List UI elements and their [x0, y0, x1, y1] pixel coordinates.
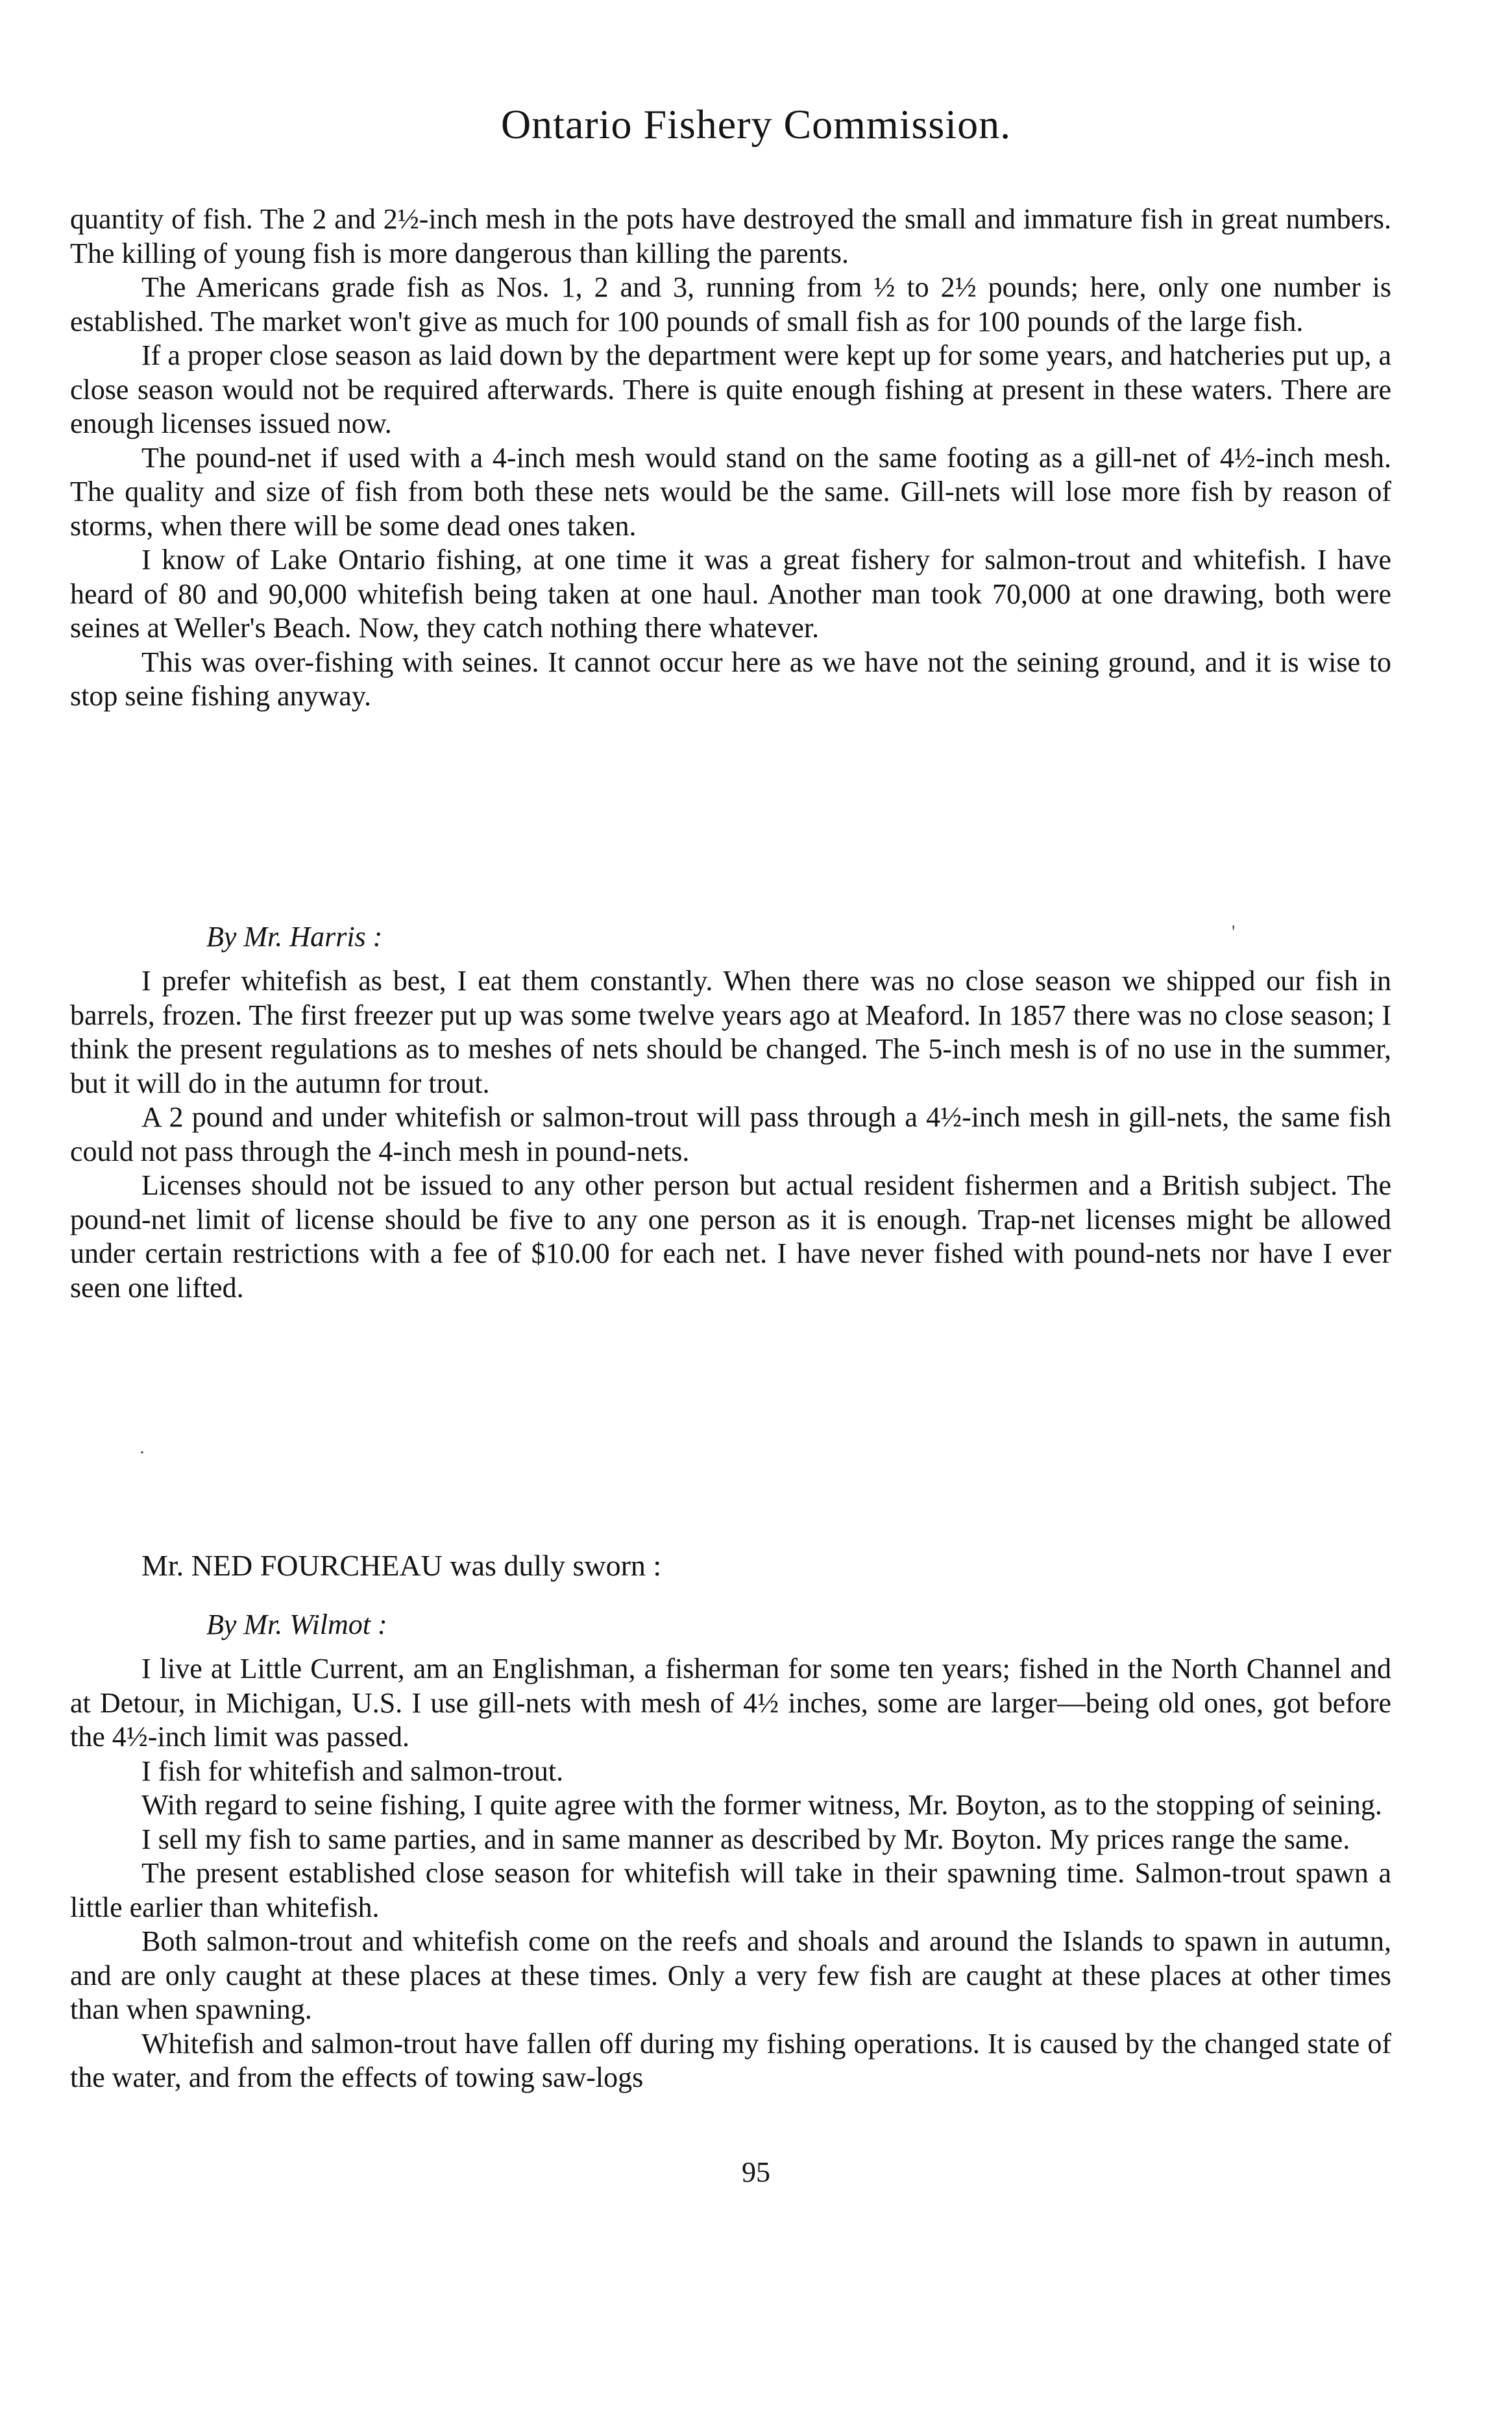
paragraph: I sell my fish to same parties, and in same manner as described by Mr. Boyton. My prices range the same.: [141, 1823, 1350, 1855]
examiner-line-wilmot: By Mr. Wilmot :: [206, 1609, 387, 1640]
paragraph: With regard to seine fishing, I quite agree with the former witness, Mr. Boyton, as to the stopping of seining.: [141, 1789, 1382, 1821]
page-number: 95: [742, 2156, 770, 2188]
witness-name: NED FOURCHEAU: [191, 1549, 443, 1582]
paragraph: I live at Little Current, am an Englishman, a fisherman for some ten years; fished in the North Channel and at Detour, in Michigan, U.S. I use gill-nets with mesh of 4½ inches, some are larger—being old ones, got before the 4½-inch limit was passed.: [70, 1653, 1391, 1753]
paragraph: Licenses should not be issued to any other person but actual resident fishermen and a British subject. The pound-net limit of license should be five to any one person as it is enough. Trap-net licenses might be allowed under certain restrictions with a fee of $10.00 for each net. I have never fished with pound-nets nor have I ever seen one lifted.: [70, 1169, 1391, 1304]
paragraph: I fish for whitefish and salmon-trout.: [141, 1755, 564, 1787]
paragraph: quantity of fish. The 2 and 2½-inch mesh in the pots have destroyed the small and immature fish in great numbers. The killing of young fish is more dangerous than killing the parents.: [70, 203, 1391, 269]
testimony-continued: [70, 202, 1391, 714]
examiner-line-harris: By Mr. Harris :: [206, 921, 383, 953]
sworn-prefix: Mr.: [141, 1549, 191, 1582]
testimony-harris: [70, 964, 1391, 1305]
paragraph: Both salmon-trout and whitefish come on the reefs and shoals and around the Islands to spawn in autumn, and are only caught at these places at these times. Only a very few fish are caught at these places at other times than when spawning.: [70, 1925, 1391, 2025]
stray-print-mark: ·: [139, 1442, 145, 1463]
paragraph: The pound-net if used with a 4-inch mesh would stand on the same footing as a gill-net of 4½-inch mesh. The quality and size of fish from both these nets would be the same. Gill-nets will lose more fish by reason of storms, when there will be some dead ones taken.: [70, 441, 1391, 542]
paragraph: The Americans grade fish as Nos. 1, 2 and 3, running from ½ to 2½ pounds; here, only one number is established. The market won't give as much for 100 pounds of small fish as for 100 pounds of the large fish.: [70, 271, 1391, 337]
paragraph: Whitefish and salmon-trout have fallen off during my fishing operations. It is caused by the changed state of the water, and from the effects of towing saw-logs: [70, 2027, 1391, 2093]
witness-sworn-line: [141, 1548, 661, 1583]
paragraph: If a proper close season as laid down by the department were kept up for some years, and hatcheries put up, a close season would not be required afterwards. There is quite enough fishing at present in these waters. There are enough licenses issued now.: [70, 339, 1391, 439]
paragraph: I prefer whitefish as best, I eat them constantly. When there was no close season we shipped our fish in barrels, frozen. The first freezer put up was some twelve years ago at Meaford. In 1857 there was no close season; I think the present regulations as to meshes of nets should be changed. The 5-inch mesh is of no use in the summer, but it will do in the autumn for trout.: [70, 965, 1391, 1099]
testimony-fourcheau: [70, 1652, 1391, 2095]
paragraph: The present established close season for whitefish will take in their spawning time. Salmon-trout spawn a little earlier than whitefish.: [70, 1857, 1391, 1923]
paragraph: I know of Lake Ontario fishing, at one time it was a great fishery for salmon-trout and whitefish. I have heard of 80 and 90,000 whitefish being taken at one haul. Another man took 70,000 at one drawing, both were seines at Weller's Beach. Now, they catch nothing there whatever.: [70, 544, 1391, 644]
paragraph: A 2 pound and under whitefish or salmon-trout will pass through a 4½-inch mesh in gill-nets, the same fish could not pass through the 4-inch mesh in pound-nets.: [70, 1101, 1391, 1167]
running-header: Ontario Fishery Commission.: [500, 101, 1012, 147]
sworn-suffix: was dully sworn :: [442, 1549, 662, 1582]
paragraph: This was over-fishing with seines. It cannot occur here as we have not the seining ground, and it is wise to stop seine fishing anyway.: [70, 646, 1391, 712]
stray-print-mark: ': [1232, 921, 1236, 943]
